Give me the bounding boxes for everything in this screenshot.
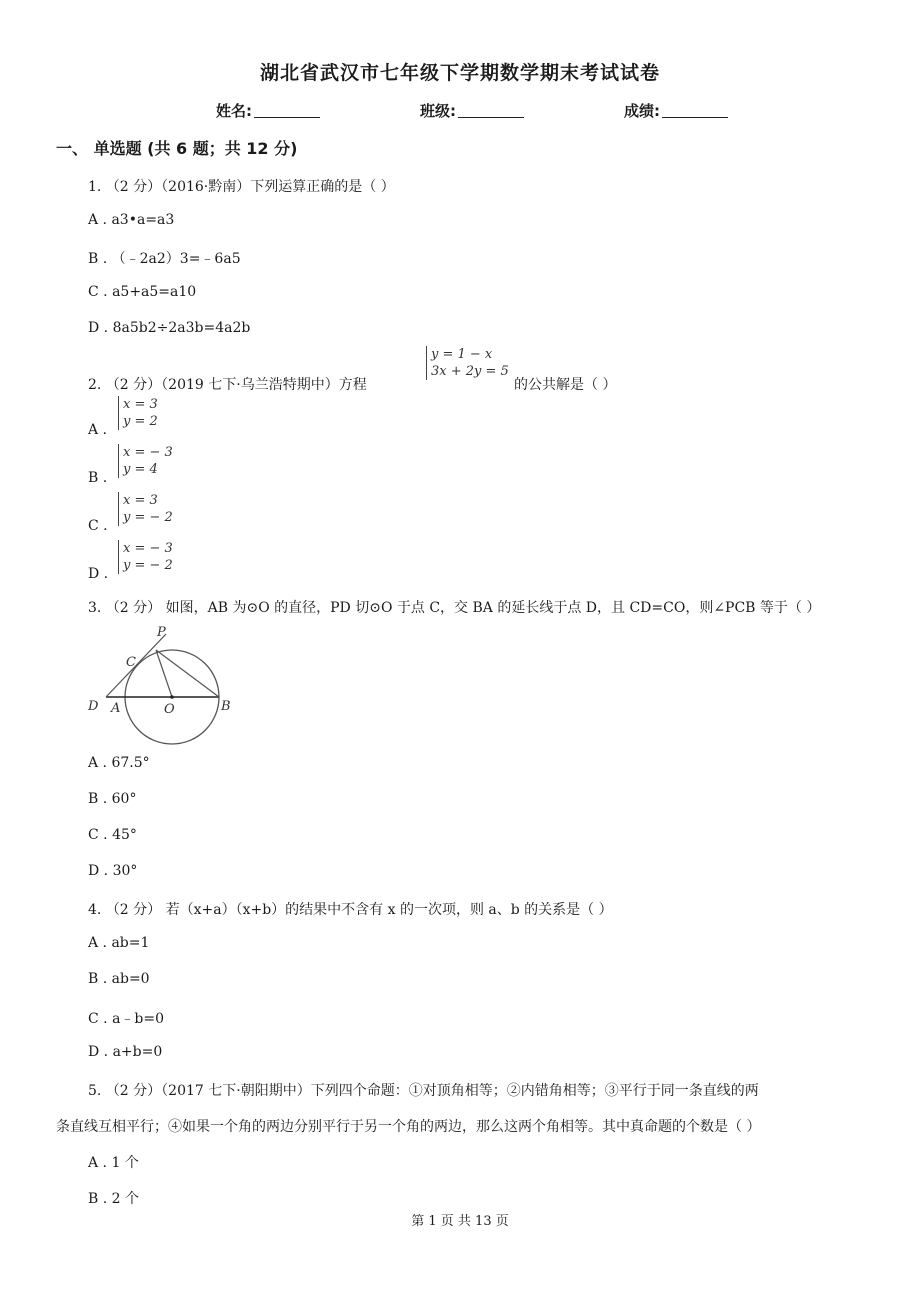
q4-option-d: D . a+b=0 [88, 1044, 163, 1060]
q2-option-c [118, 492, 173, 526]
score-field [624, 100, 728, 121]
score-label: 成绩: [624, 102, 660, 120]
question-3: 3. （2 分） 如图，AB 为⊙O 的直径，PD 切⊙O 于点 C，交 BA 的延长线于点 D，且 CD=CO，则∠PCB 等于（ ） [88, 600, 821, 616]
q3-option-c: C . 45° [88, 827, 137, 843]
question-2-text: 2. （2 分）（2019 七下·乌兰浩特期中）方程 [88, 377, 367, 393]
q2-b-x: x = − 3 [123, 445, 173, 460]
page-title: 湖北省武汉市七年级下学期数学期末考试试卷 [259, 62, 660, 84]
q4-option-b: B . ab=0 [88, 971, 150, 987]
section-heading: 一、 单选题 (共 6 题；共 12 分) [56, 139, 298, 158]
page-footer: 第 1 页 共 13 页 [411, 1214, 509, 1229]
q2-option-b [118, 444, 173, 478]
label-p: P [157, 625, 166, 640]
name-blank [254, 103, 320, 118]
q2-equation-system [426, 346, 509, 380]
q2-option-d [118, 540, 173, 574]
tangent-pd [106, 634, 166, 697]
question-5-line-2: 条直线互相平行；④如果一个角的两边分别平行于另一个角的两边，那么这两个角相等。其中真命题的个数是（ ） [56, 1119, 761, 1135]
class-label: 班级: [420, 102, 456, 120]
label-o: O [164, 702, 175, 717]
class-field [420, 100, 524, 121]
segment-cb [156, 650, 219, 697]
name-label: 姓名: [216, 102, 252, 120]
q2-c-x: x = 3 [123, 493, 158, 508]
question-4: 4. （2 分） 若（x+a）（x+b）的结果中不含有 x 的一次项，则 a、b 的关系是（ ） [88, 902, 613, 918]
q2-equation-2: 3x + 2y = 5 [431, 364, 509, 379]
q2-equation-1: y = 1 − x [431, 347, 493, 362]
question-1: 1. （2 分）（2016·黔南）下列运算正确的是（ ） [88, 179, 395, 195]
name-field [216, 100, 320, 121]
q2-b-y: y = 4 [123, 462, 158, 477]
q5-option-a: A . 1 个 [88, 1155, 139, 1171]
q2-d-x: x = − 3 [123, 541, 173, 556]
q2-a-y: y = 2 [123, 414, 158, 429]
q4-option-c: C . a﹣b=0 [88, 1011, 165, 1027]
q2-c-y: y = − 2 [123, 510, 173, 525]
label-a: A [111, 701, 121, 716]
label-d: D [88, 699, 99, 714]
q3-option-b: B . 60° [88, 791, 137, 807]
q2-option-a [118, 396, 158, 430]
q2-option-b-letter: B . [88, 470, 108, 486]
question-5-line-1: 5. （2 分）（2017 七下·朝阳期中）下列四个命题：①对顶角相等；②内错角相等；③平行于同一条直线的两 [88, 1083, 759, 1099]
q1-option-c: C . a5+a5=a10 [88, 284, 197, 300]
q2-d-y: y = − 2 [123, 558, 173, 573]
q2-option-c-letter: C . [88, 518, 108, 534]
q3-geometry-figure [84, 620, 244, 750]
label-c: C [126, 655, 136, 670]
segment-oc [156, 650, 172, 697]
q2-a-x: x = 3 [123, 397, 158, 412]
q3-option-d: D . 30° [88, 863, 138, 879]
class-blank [458, 103, 524, 118]
q3-option-a: A . 67.5° [88, 755, 150, 771]
label-b: B [221, 699, 231, 714]
q4-option-a: A . ab=1 [88, 935, 150, 951]
q1-option-a: A . a3•a=a3 [88, 212, 175, 228]
question-2-text-after: 的公共解是（ ） [514, 377, 617, 393]
q1-option-d: D . 8a5b2÷2a3b=4a2b [88, 320, 251, 336]
center-point [170, 695, 174, 699]
score-blank [662, 103, 728, 118]
q5-option-b: B . 2 个 [88, 1191, 139, 1207]
q2-option-a-letter: A . [88, 422, 108, 438]
q2-option-d-letter: D . [88, 566, 109, 582]
q1-option-b: B . （﹣2a2）3=﹣6a5 [88, 251, 241, 267]
